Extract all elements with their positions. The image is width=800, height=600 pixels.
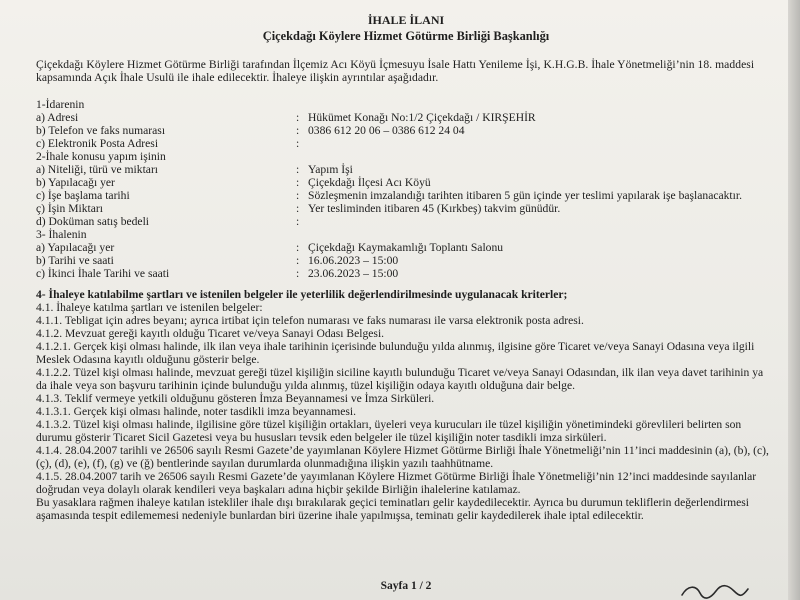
row-separator: : <box>296 202 300 216</box>
paragraph: 4.1.2. Mevzuat gereği kayıtlı olduğu Ticaret ve/veya Sanayi Odası Belgesi. <box>36 327 385 341</box>
info-row <box>36 137 776 150</box>
row-value: 23.06.2023 – 15:00 <box>308 267 399 281</box>
info-row <box>36 98 776 111</box>
row-separator: : <box>296 124 300 138</box>
intro-paragraph: Çiçekdağı Köylere Hizmet Götürme Birliği tarafından İlçemiz Acı Köyü İçmesuyu İsale Hattı Yenileme İşi, K.H.G.B. İhale Yönetmeliği’nin 18. maddesi kapsamında Açık İhale Usulü ile ihale edilecektir. İhaleye ilişkin ayrıntılar aşağıdadır. <box>36 58 755 85</box>
signature <box>676 577 756 600</box>
paragraph: 4.1.3. Teklif vermeye yetkili olduğunu gösteren İmza Beyannamesi ve İmza Sirküleri. <box>36 392 435 406</box>
row-separator: : <box>296 254 300 268</box>
paragraph: Bu yasaklara rağmen ihaleye katılan istekliler ihale dışı bırakılarak geçici teminatları gelir kaydedilecektir. Ayrıca bu durumun tekliflerin değerlendirmesi aşamasında tespit edilememesi nedeniyle bunlardan biri üzerine ihale yapılmışsa, teminatı gelir kaydedilerek ihale iptal edilecektir. <box>36 496 749 523</box>
info-row <box>36 163 776 176</box>
row-label: b) Telefon ve faks numarası <box>36 124 166 138</box>
info-row <box>36 202 776 215</box>
paragraph: 4.1.2.1. Gerçek kişi olması halinde, ilk ilan veya ihale tarihinin içerisinde bulunduğu yılda alınmış, ilgisine göre Ticaret ve/veya Sanayi Odasına veya ilgili Meslek Odasına kayıtlı olduğunu gösterir belge. <box>36 340 755 367</box>
info-row <box>36 124 776 137</box>
requirements-section <box>36 288 776 522</box>
paragraph: 4.1. İhaleye katılma şartları ve istenilen belgeler: <box>36 301 263 315</box>
info-row <box>36 111 776 124</box>
info-row <box>36 241 776 254</box>
paragraph: 4.1.2.2. Tüzel kişi olması halinde, mevzuat gereği tüzel kişiliğin siciline kayıtlı bulunduğu Ticaret ve/veya Sanayi Odasından, ilk ilan veya davet tarihinin ya da ihale veya son başvuru tarihinin içinde bulunduğu yılda alınmış, tüzel kişiliğin odaya kayıtlı olduğuna dair belge. <box>36 366 764 393</box>
row-label: 1-İdarenin <box>36 98 85 112</box>
row-value: Hükümet Konağı No:1/2 Çiçekdağı / KIRŞEHİR <box>308 111 536 125</box>
row-value: 0386 612 20 06 – 0386 612 24 04 <box>308 124 465 138</box>
row-label: 3- İhalenin <box>36 228 87 242</box>
document-subtitle: Çiçekdağı Köylere Hizmet Götürme Birliği Başkanlığı <box>262 29 550 44</box>
info-row <box>36 215 776 228</box>
row-separator: : <box>296 163 300 177</box>
paragraph: 4.1.3.2. Tüzel kişi olması halinde, ilgilisine göre tüzel kişiliğin ortakları, üyeleri veya kurucuları ile tüzel kişiliğin yönetimindeki görevlileri belirten son durumu gösterir Ticaret Sicil Gazetesi veya bu hususları tevsik eden belgeler ile tüzel kişiliğin noter tasdikli imza sirküleri. <box>36 418 742 445</box>
row-label: c) Elektronik Posta Adresi <box>36 137 159 151</box>
row-separator: : <box>296 137 300 151</box>
row-label: 2-İhale konusu yapım işinin <box>36 150 166 164</box>
page-number: Sayfa 1 / 2 <box>380 580 432 592</box>
row-label: c) İşe başlama tarihi <box>36 189 130 203</box>
row-label: c) İkinci İhale Tarihi ve saati <box>36 267 170 281</box>
info-row <box>36 176 776 189</box>
row-value: Yapım İşi <box>308 163 353 177</box>
paragraph: 4.1.4. 28.04.2007 tarihli ve 26506 sayılı Resmi Gazete’de yayımlanan Köylere Hizmet Götürme Birliği İhale Yönetmeliği’nin 11’inci maddesinin (a), (b), (c), (ç), (d), (e), (f), (g) ve (ğ) bentlerinde sayılan durumlarda olunmadığına ilişkin yazılı taahhütname. <box>36 444 769 471</box>
row-label: a) Yapılacağı yer <box>36 241 115 255</box>
page-edge <box>788 0 800 600</box>
row-separator: : <box>296 215 300 229</box>
info-row <box>36 150 776 163</box>
row-separator: : <box>296 267 300 281</box>
row-label: a) Niteliği, türü ve miktarı <box>36 163 159 177</box>
document-title: İHALE İLANI <box>367 13 445 27</box>
row-label: b) Tarihi ve saati <box>36 254 114 268</box>
row-label: a) Adresi <box>36 111 79 125</box>
row-separator: : <box>296 241 300 255</box>
row-separator: : <box>296 189 300 203</box>
row-label: b) Yapılacağı yer <box>36 176 115 190</box>
info-row <box>36 228 776 241</box>
row-value: 16.06.2023 – 15:00 <box>308 254 399 268</box>
paragraph: 4.1.5. 28.04.2007 tarih ve 26506 sayılı Resmi Gazete’de yayımlanan Köylere Hizmet Götürme Birliği İhale Yönetmeliği’nin 12’inci maddesinde sayılanlar doğrudan veya dolaylı olarak kendileri veya başkaları adına hiçbir şekilde Birliğin ihalelerine katılamaz. <box>36 470 757 497</box>
row-label: ç) İşin Miktarı <box>36 202 103 216</box>
row-value: Çiçekdağı Kaymakamlığı Toplantı Salonu <box>308 241 504 255</box>
row-value: Yer tesliminden itibaren 45 (Kırkbeş) takvim günüdür. <box>308 202 561 216</box>
section-heading: 4- İhaleye katılabilme şartları ve istenilen belgeler ile yeterlilik değerlendirilmesinde uygulanacak kriterler; <box>36 288 568 302</box>
info-row <box>36 189 776 202</box>
info-table <box>36 98 776 280</box>
row-value: Çiçekdağı İlçesi Acı Köyü <box>308 176 431 190</box>
paragraph: 4.1.1. Tebligat için adres beyanı; ayrıca irtibat için telefon numarası ve faks numarası ile varsa elektronik posta adresi. <box>36 314 584 328</box>
row-label: d) Doküman satış bedeli <box>36 215 150 229</box>
row-value: Sözleşmenin imzalandığı tarihten itibaren 5 gün içinde yer teslimi yapılarak işe başlanacaktır. <box>308 189 742 203</box>
row-separator: : <box>296 111 300 125</box>
paragraph: 4.1.3.1. Gerçek kişi olması halinde, noter tasdikli imza beyannamesi. <box>36 405 357 419</box>
row-separator: : <box>296 176 300 190</box>
info-row <box>36 254 776 267</box>
announcement-body <box>36 13 776 592</box>
info-row <box>36 267 776 280</box>
